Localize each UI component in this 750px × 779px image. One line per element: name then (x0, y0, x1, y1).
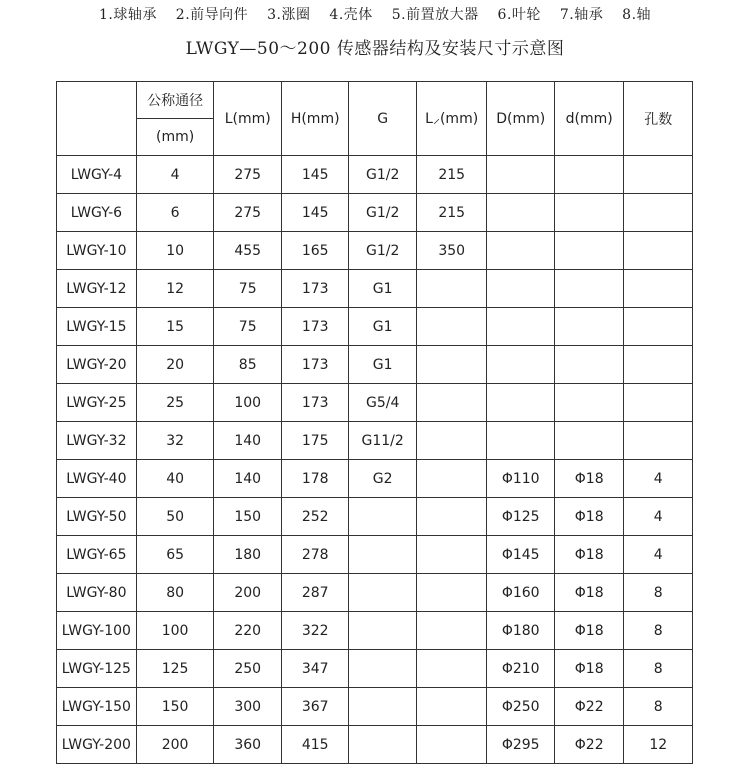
table-row (57, 308, 693, 346)
hole-count-cell (624, 156, 693, 194)
table-row (57, 536, 693, 574)
length-cell: 275 (214, 194, 281, 232)
l-prime-cell (416, 574, 487, 612)
model-cell: LWGY-20 (57, 346, 137, 384)
l-prime-cell (416, 726, 487, 764)
model-cell: LWGY-15 (57, 308, 137, 346)
height-cell: 178 (281, 460, 348, 498)
header-nominal-label: 公称通径 (136, 82, 214, 119)
l-prime-cell: 215 (416, 156, 487, 194)
thread-cell: G1 (349, 308, 416, 346)
height-cell: 173 (281, 384, 348, 422)
legend-item: 7.轴承 (559, 7, 604, 23)
length-cell: 75 (214, 308, 281, 346)
length-cell: 275 (214, 156, 281, 194)
nominal-diameter-cell: 4 (136, 156, 214, 194)
length-cell: 200 (214, 574, 281, 612)
document-title: LWGY—50～200 传感器结构及安装尺寸示意图 (185, 39, 565, 59)
model-cell: LWGY-100 (57, 612, 137, 650)
thread-cell (349, 574, 416, 612)
l-prime-cell: 215 (416, 194, 487, 232)
length-cell: 140 (214, 422, 281, 460)
hole-count-cell: 8 (624, 612, 693, 650)
bolt-hole-diameter-cell: Φ18 (554, 460, 624, 498)
model-cell: LWGY-10 (57, 232, 137, 270)
hole-count-cell (624, 270, 693, 308)
table-row (57, 270, 693, 308)
l-prime-cell (416, 650, 487, 688)
l-prime-cell (416, 688, 487, 726)
table-row (57, 650, 693, 688)
hole-count-cell: 8 (624, 574, 693, 612)
model-cell: LWGY-12 (57, 270, 137, 308)
bolt-hole-diameter-cell: Φ18 (554, 498, 624, 536)
model-cell: LWGY-32 (57, 422, 137, 460)
thread-cell: G1/2 (349, 232, 416, 270)
bolt-hole-diameter-cell: Φ18 (554, 536, 624, 574)
table-row (57, 498, 693, 536)
bolt-hole-diameter-cell: Φ18 (554, 612, 624, 650)
table-row (57, 574, 693, 612)
height-cell: 347 (281, 650, 348, 688)
table-row (57, 726, 693, 764)
legend-item: 4.壳体 (329, 7, 373, 23)
model-cell: LWGY-6 (57, 194, 137, 232)
flange-diameter-cell (487, 194, 554, 232)
header-model (57, 82, 137, 156)
thread-cell (349, 650, 416, 688)
length-cell: 85 (214, 346, 281, 384)
nominal-diameter-cell: 10 (136, 232, 214, 270)
bolt-hole-diameter-cell (554, 384, 624, 422)
l-prime-cell: 350 (416, 232, 487, 270)
length-cell: 360 (214, 726, 281, 764)
length-cell: 220 (214, 612, 281, 650)
legend-item: 2.前导向件 (175, 7, 249, 23)
nominal-diameter-cell: 6 (136, 194, 214, 232)
thread-cell: G1 (349, 346, 416, 384)
flange-diameter-cell: Φ145 (487, 536, 554, 574)
hole-count-cell (624, 346, 693, 384)
hole-count-cell (624, 308, 693, 346)
flange-diameter-cell: Φ210 (487, 650, 554, 688)
nominal-diameter-cell: 125 (136, 650, 214, 688)
model-cell: LWGY-80 (57, 574, 137, 612)
l-prime-cell (416, 536, 487, 574)
flange-diameter-cell: Φ295 (487, 726, 554, 764)
height-cell: 145 (281, 194, 348, 232)
length-cell: 100 (214, 384, 281, 422)
hole-count-cell: 4 (624, 498, 693, 536)
length-cell: 140 (214, 460, 281, 498)
table-row (57, 156, 693, 194)
height-cell: 287 (281, 574, 348, 612)
thread-cell: G2 (349, 460, 416, 498)
table-row (57, 612, 693, 650)
height-cell: 367 (281, 688, 348, 726)
hole-count-cell (624, 194, 693, 232)
flange-diameter-cell: Φ125 (487, 498, 554, 536)
thread-cell (349, 536, 416, 574)
model-cell: LWGY-125 (57, 650, 137, 688)
length-cell: 300 (214, 688, 281, 726)
table-row (57, 422, 693, 460)
height-cell: 322 (281, 612, 348, 650)
thread-cell: G11/2 (349, 422, 416, 460)
bolt-hole-diameter-cell (554, 422, 624, 460)
legend-item: 1.球轴承 (98, 7, 157, 23)
table-row (57, 346, 693, 384)
table-row (57, 232, 693, 270)
height-cell: 165 (281, 232, 348, 270)
thread-cell (349, 612, 416, 650)
hole-count-cell: 8 (624, 650, 693, 688)
length-cell: 75 (214, 270, 281, 308)
l-prime-cell (416, 498, 487, 536)
l-prime-cell (416, 384, 487, 422)
hole-count-cell: 4 (624, 536, 693, 574)
flange-diameter-cell (487, 422, 554, 460)
height-cell: 173 (281, 308, 348, 346)
hole-count-cell (624, 422, 693, 460)
bolt-hole-diameter-cell: Φ22 (554, 688, 624, 726)
header-d: d(mm) (554, 82, 624, 156)
nominal-diameter-cell: 100 (136, 612, 214, 650)
bolt-hole-diameter-cell (554, 156, 624, 194)
model-cell: LWGY-50 (57, 498, 137, 536)
height-cell: 145 (281, 156, 348, 194)
thread-cell (349, 498, 416, 536)
model-cell: LWGY-65 (57, 536, 137, 574)
l-prime-cell (416, 308, 487, 346)
length-cell: 150 (214, 498, 281, 536)
nominal-diameter-cell: 50 (136, 498, 214, 536)
header-holes: 孔数 (624, 82, 693, 156)
bolt-hole-diameter-cell: Φ18 (554, 574, 624, 612)
flange-diameter-cell (487, 270, 554, 308)
table-row (57, 194, 693, 232)
dimensions-table (56, 81, 693, 764)
flange-diameter-cell (487, 346, 554, 384)
bolt-hole-diameter-cell (554, 232, 624, 270)
parts-legend (0, 4, 750, 24)
nominal-diameter-cell: 25 (136, 384, 214, 422)
flange-diameter-cell (487, 156, 554, 194)
nominal-diameter-cell: 40 (136, 460, 214, 498)
legend-item: 8.轴 (622, 7, 652, 23)
nominal-diameter-cell: 32 (136, 422, 214, 460)
header-nominal-unit: (mm) (136, 119, 214, 156)
height-cell: 278 (281, 536, 348, 574)
thread-cell: G1 (349, 270, 416, 308)
nominal-diameter-cell: 65 (136, 536, 214, 574)
legend-item: 6.叶轮 (497, 7, 541, 23)
thread-cell: G5/4 (349, 384, 416, 422)
height-cell: 173 (281, 346, 348, 384)
flange-diameter-cell: Φ110 (487, 460, 554, 498)
flange-diameter-cell: Φ180 (487, 612, 554, 650)
hole-count-cell (624, 232, 693, 270)
nominal-diameter-cell: 150 (136, 688, 214, 726)
header-L: L(mm) (214, 82, 281, 156)
flange-diameter-cell: Φ160 (487, 574, 554, 612)
table-row (57, 460, 693, 498)
nominal-diameter-cell: 12 (136, 270, 214, 308)
model-cell: LWGY-150 (57, 688, 137, 726)
length-cell: 455 (214, 232, 281, 270)
hole-count-cell: 12 (624, 726, 693, 764)
nominal-diameter-cell: 80 (136, 574, 214, 612)
l-prime-cell (416, 612, 487, 650)
bolt-hole-diameter-cell (554, 346, 624, 384)
table-row (57, 384, 693, 422)
legend-item: 3.涨圈 (267, 7, 311, 23)
model-cell: LWGY-4 (57, 156, 137, 194)
nominal-diameter-cell: 15 (136, 308, 214, 346)
model-cell: LWGY-25 (57, 384, 137, 422)
header-L-prime: L⸝(mm) (416, 82, 487, 156)
bolt-hole-diameter-cell: Φ18 (554, 650, 624, 688)
nominal-diameter-cell: 200 (136, 726, 214, 764)
l-prime-cell (416, 422, 487, 460)
thread-cell (349, 688, 416, 726)
length-cell: 250 (214, 650, 281, 688)
thread-cell (349, 726, 416, 764)
height-cell: 252 (281, 498, 348, 536)
model-cell: LWGY-40 (57, 460, 137, 498)
header-row (57, 82, 693, 119)
flange-diameter-cell (487, 232, 554, 270)
header-D: D(mm) (487, 82, 554, 156)
l-prime-cell (416, 346, 487, 384)
length-cell: 180 (214, 536, 281, 574)
bolt-hole-diameter-cell (554, 194, 624, 232)
hole-count-cell (624, 384, 693, 422)
height-cell: 415 (281, 726, 348, 764)
hole-count-cell: 8 (624, 688, 693, 726)
nominal-diameter-cell: 20 (136, 346, 214, 384)
bolt-hole-diameter-cell (554, 270, 624, 308)
header-G: G (349, 82, 416, 156)
thread-cell: G1/2 (349, 156, 416, 194)
flange-diameter-cell: Φ250 (487, 688, 554, 726)
legend-item: 5.前置放大器 (391, 7, 479, 23)
height-cell: 175 (281, 422, 348, 460)
model-cell: LWGY-200 (57, 726, 137, 764)
flange-diameter-cell (487, 384, 554, 422)
bolt-hole-diameter-cell: Φ22 (554, 726, 624, 764)
thread-cell: G1/2 (349, 194, 416, 232)
hole-count-cell: 4 (624, 460, 693, 498)
l-prime-cell (416, 270, 487, 308)
bolt-hole-diameter-cell (554, 308, 624, 346)
height-cell: 173 (281, 270, 348, 308)
header-H: H(mm) (281, 82, 348, 156)
flange-diameter-cell (487, 308, 554, 346)
table-row (57, 688, 693, 726)
l-prime-cell (416, 460, 487, 498)
